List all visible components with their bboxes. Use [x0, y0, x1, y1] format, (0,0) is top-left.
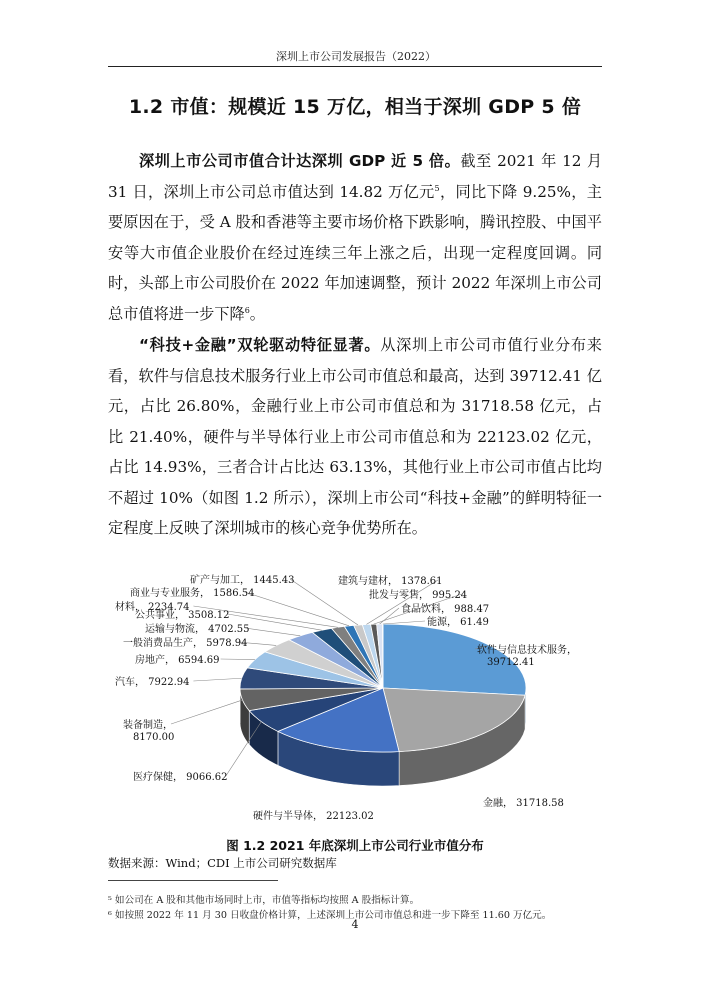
pie-label-7: 一般消费品生产， 5978.94 — [123, 638, 248, 649]
footnote-5: ⁵ 如公司在 A 股和其他市场同时上市，市值等指标均按照 A 股指标计算。 — [108, 895, 420, 906]
section-title: 1.2 市值：规模近 15 万亿，相当于深圳 GDP 5 倍 — [128, 96, 582, 118]
header-rule — [108, 66, 602, 67]
pie-label-15: 食品饮料， 988.47 — [401, 604, 490, 615]
figure-caption: 图 1.2 2021 年底深圳上市公司行业市值分布 — [226, 838, 484, 853]
paragraph-text: ，同比下降 9.25%，主要原因在于，受 A 股和香港等主要市场价格下跌影响，腾讯控股、中国平安等大市值企业股价在经过连续三年上涨之后，出现一定程度回调。同时，头部上市公司股价在 2022 年加速调整，预计 2022 年深圳上市公司总市值将进一步下降 — [108, 182, 602, 323]
pie-label-5: 汽车， 7922.94 — [115, 677, 190, 688]
footnote-ref[interactable]: 6 — [244, 305, 250, 315]
pie-label-9: 公共事业， 3508.12 — [135, 610, 230, 621]
paragraph-text: 从深圳上市公司市值行业分布来看，软件与信息技术服务行业上市公司市值总和最高，达到 39712.41 亿元，占比 26.80%，金融行业上市公司市值总和为 31718.58 亿元，占比 21.40%，硬件与半导体行业上市公司市值总和为 22123.02 亿元，占比 14.93%，三者合计占比达 63.13%，其他行业上市公司市值占比均不超过 10%（如图 1.2 所示），深圳上市公司“科技+金融”的鲜明特征一定程度上反映了深圳城市的核心竞争优势所在。 — [108, 336, 602, 537]
pie-label-13: 建筑与建材， 1378.61 — [338, 576, 443, 587]
running-header: 深圳上市公司发展报告（2022） — [276, 50, 436, 63]
paragraph-lead: 深圳上市公司市值合计达深圳 GDP 近 5 倍。 — [139, 152, 461, 170]
pie-label-16: 能源， 61.49 — [427, 617, 489, 628]
pie-label-1: 金融， 31718.58 — [483, 798, 564, 809]
footnote-6: ⁶ 如按照 2022 年 11 月 30 日收盘价格计算，上述深圳上市公司市值总和进一步下降至 11.60 万亿元。 — [108, 910, 552, 921]
pie-label-8: 运输与物流， 4702.55 — [145, 624, 250, 635]
pie-label-10: 材料， 2234.74 — [115, 602, 190, 613]
footnote-rule — [108, 880, 278, 881]
pie-label-category-0: 软件与信息技术服务， — [477, 645, 577, 656]
pie-label-value-4: 8170.00 — [133, 732, 175, 743]
pie-label-value-0: 39712.41 — [487, 657, 535, 668]
paragraph-text: 截至 2021 年 12 月 31 日，深圳上市公司总市值达到 14.82 万亿元 — [108, 152, 603, 201]
paragraph-lead: “科技+金融”双轮驱动特征显著。 — [139, 336, 381, 354]
pie-leader-4 — [171, 700, 243, 724]
pie-leader-16 — [383, 621, 425, 624]
pie-label-category-4: 装备制造， — [123, 720, 173, 731]
pie-leader-5 — [193, 678, 241, 681]
pie-label-6: 房地产， 6594.69 — [135, 655, 220, 666]
paragraph-text: 。 — [249, 304, 265, 323]
pie-label-12: 矿产与加工， 1445.43 — [190, 575, 295, 586]
data-source: 数据来源：Wind；CDI 上市公司研究数据库 — [108, 856, 337, 870]
pie-top — [240, 624, 526, 752]
pie-leader-8 — [245, 628, 300, 636]
pie-leader-11 — [244, 592, 349, 626]
pie-chart — [105, 570, 610, 832]
footnote-ref[interactable]: 5 — [434, 183, 440, 193]
paragraph-industry — [108, 330, 602, 544]
page-number: 4 — [351, 918, 359, 931]
paragraph-market-cap — [108, 146, 602, 329]
pie-label-11: 商业与专业服务， 1586.54 — [130, 588, 255, 599]
pie-label-14: 批发与零售， 995.24 — [369, 590, 468, 601]
pie-label-3: 医疗保健， 9066.62 — [133, 772, 228, 783]
pie-leader-6 — [221, 659, 255, 660]
pie-label-2: 硬件与半导体， 22123.02 — [253, 811, 374, 822]
